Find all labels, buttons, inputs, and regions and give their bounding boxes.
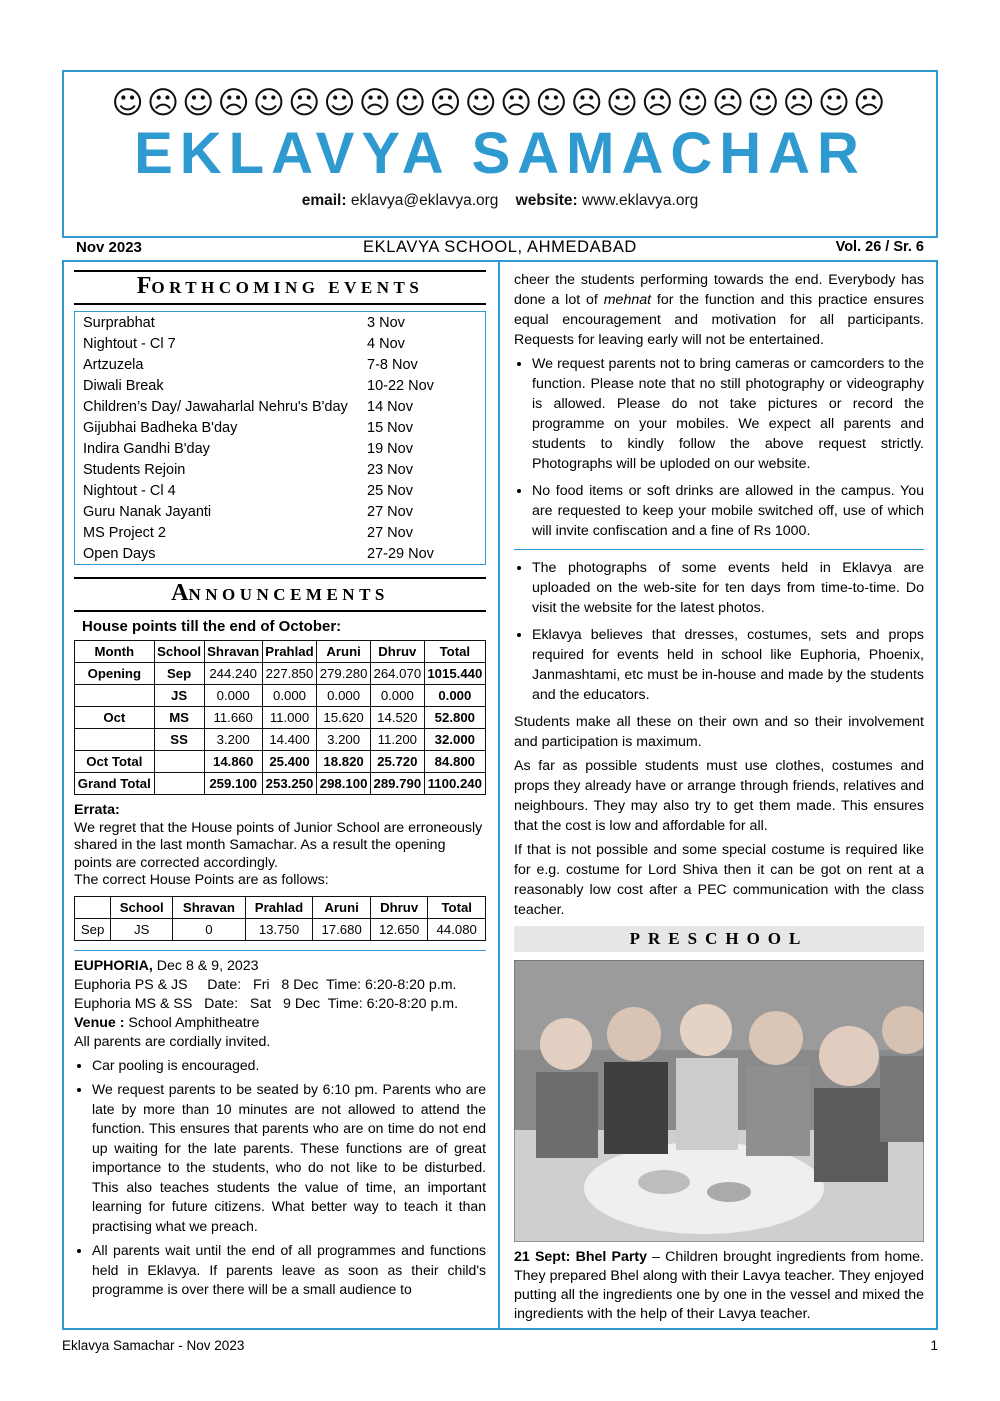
event-name: Artzuzela [83,356,144,373]
cell-school: JS [154,685,204,707]
column-header: Prahlad [262,641,316,663]
right-bullet-list-1 [514,354,924,541]
table-row [75,773,486,795]
list-item: • No food items or soft drinks are allowed in the campus. You are requested to keep your mobile switched off, use of which will invite confiscation and a fine of Rs 1000. [532,481,924,541]
cell-school [154,773,204,795]
column-header [75,896,111,918]
euphoria-title: EUPHORIA, [74,957,153,974]
euphoria-bullet-list [74,1056,486,1300]
event-date: 4 Nov [367,335,405,352]
cell-aruni: 15.620 [317,707,371,729]
event-name: Nightout - Cl 7 [83,335,176,352]
cell-prahlad: 25.400 [262,751,316,773]
cell-dhruv: 14.520 [370,707,424,729]
column-header: Shravan [173,896,245,918]
column-header: Month [75,641,155,663]
euphoria-l2-day: Sat [249,995,272,1012]
table-row [75,354,486,375]
event-date: 27-29 Nov [367,545,434,562]
event-date: 7-8 Nov [367,356,418,373]
column-header: School [154,641,204,663]
issue-date: Nov 2023 [76,238,142,256]
left-column [62,262,500,1330]
cell-total: 84.800 [424,751,485,773]
right-column [500,262,938,1330]
preschool-photo-graphic [514,960,924,1242]
cell-shravan: 259.100 [204,773,262,795]
email-label: email: [301,192,347,209]
cell-total: 32.000 [424,729,485,751]
event-name: Surprabhat [83,314,155,331]
cell-total: 52.800 [424,707,485,729]
website-value: www.eklavya.org [581,192,699,209]
table-row [75,751,486,773]
table-row [75,543,486,565]
list-item: • We request parents not to bring cameras or camcorders to the function. Please note that no still photography or videography is allowed. Please do not take pictures or record the programme on your mobiles. We expect all parents and students to kindly follow the above request strictly. Photographs will be uploded on our website. [532,354,924,474]
column-header: Total [424,641,485,663]
column-header: Prahlad [245,896,313,918]
caption-text: – Children brought ingredients from home. They prepared Bhel along with their Lavya teacher. They enjoyed putting all the ingredients one by one in the vessel and mixed the ingredients with the help of their Lavya teacher. [514,1249,924,1322]
paragraph: Students make all these on their own and so their involvement and participation is maximum. [514,714,924,750]
cell-total: 1100.240 [424,773,485,795]
venue-label: Venue : [74,1014,125,1031]
column-header: Dhruv [370,641,424,663]
euphoria-l2-time: Time: 6:20-8:20 p.m. [327,995,459,1012]
issue-bar [62,234,938,262]
paragraph: If that is not possible and some special costume is required like for e.g. costume for Lord Shiva then it can be got on rent at a reasonably low cost after a PEC communication with the class teacher. [514,842,924,918]
euphoria-title-date: Dec 8 & 9, 2023 [152,957,259,974]
cell-aruni: 298.100 [317,773,371,795]
cell-prahlad: 0.000 [262,685,316,707]
continuation-paragraph [514,270,924,350]
event-date: 15 Nov [367,419,413,436]
paragraph: As far as possible students must use clothes, costumes and props they already have or arrange through friends, relatives and neighbours. They may also try to get them made. This ensures that the cost is low and affordable for all. [514,758,924,834]
continuation-text-b: for the function and this practice ensures equal encouragement and motivation for all participants. Requests for leaving early will not be entertained. [514,292,924,348]
cell-month: Grand Total [75,773,155,795]
preschool-photo [514,960,924,1242]
column-header: Shravan [204,641,262,663]
event-date: 27 Nov [367,524,413,541]
event-date: 19 Nov [367,440,413,457]
cell-shravan: 11.660 [204,707,262,729]
event-date: 3 Nov [367,314,405,331]
corrected-house-points-table [74,896,486,941]
cell-prahlad: 13.750 [245,918,313,940]
cell-shravan: 244.240 [204,663,262,685]
table-row [75,375,486,396]
venue-value: School Amphitheatre [124,1014,260,1031]
euphoria-l1-date: 8 Dec [281,976,319,993]
list-item: • Eklavya believes that dresses, costumes, sets and props required for events held in school like Euphoria, Phoenix, Janmashtami, etc must be in-house and made by the students and the educators. [532,625,924,705]
cell-shravan: 14.860 [204,751,262,773]
column-header: School [111,896,173,918]
announcements-heading-text: NNOUNCEMENTS [188,585,389,604]
caption-bold: 21 Sept: Bhel Party [514,1249,647,1265]
table-row [75,663,486,685]
website-label: website: [515,192,578,209]
announcements-heading-dropcap: A [171,580,189,606]
table-row [75,438,486,459]
event-date: 27 Nov [367,503,413,520]
event-name: Children’s Day/ Jawaharlal Nehru's B'day [83,398,348,415]
cell-month: Oct [75,707,155,729]
divider-1 [514,549,924,550]
cell-school: Sep [154,663,204,685]
photo-caption [514,1248,924,1324]
cell-aruni: 279.280 [317,663,371,685]
event-name: Guru Nanak Jayanti [83,503,212,520]
cell-total: 1015.440 [424,663,485,685]
cell-dhruv: 25.720 [370,751,424,773]
event-date: 10-22 Nov [367,377,434,394]
event-name: Open Days [83,545,156,562]
continuation-text-a: cheer the students performing towards the end. Everybody has done a lot of [514,272,924,308]
column-header: Dhruv [370,896,428,918]
cell-prahlad: 11.000 [262,707,316,729]
event-date: 14 Nov [367,398,413,415]
cell-school: SS [154,729,204,751]
euphoria-line-1 [74,976,486,995]
cell-month [75,729,155,751]
cell-month [75,685,155,707]
cell-month: Sep [75,918,111,940]
column-header: Aruni [313,896,371,918]
page-title: EKLAVYA SAMACHAR [134,121,866,186]
event-name: Indira Gandhi B'day [83,440,210,457]
table-row [75,396,486,417]
house-points-title: House points till the end of October: [82,618,342,635]
errata-text: We regret that the House points of Junior School are erroneously shared in the last month Samachar. As a result the opening points are corrected accordingly. [74,819,483,871]
issue-volume: Vol. 26 / Sr. 6 [835,239,924,255]
event-name: Diwali Break [83,377,164,394]
errata-block [74,802,486,890]
cell-aruni: 0.000 [317,685,371,707]
event-name: Students Rejoin [83,461,186,478]
cell-dhruv: 11.200 [370,729,424,751]
errata-title: Errata: [74,802,120,818]
table-row [75,501,486,522]
cell-total: 44.080 [428,918,486,940]
forthcoming-heading-text: ORTHCOMING EVENTS [151,278,424,297]
announcements-heading [74,577,486,612]
school-name: EKLAVYA SCHOOL, AHMEDABAD [363,237,637,256]
cell-aruni: 3.200 [317,729,371,751]
event-date: 23 Nov [367,461,413,478]
euphoria-l2-date-label: Date: [204,995,239,1012]
cell-shravan: 0 [173,918,245,940]
cell-aruni: 17.680 [313,918,371,940]
table-row [75,417,486,438]
euphoria-line-2 [74,995,486,1014]
email-value: eklavya@eklavya.org [350,192,499,209]
euphoria-block [74,950,486,1300]
forthcoming-events-table [74,311,486,565]
cell-school: MS [154,707,204,729]
cell-dhruv: 264.070 [370,663,424,685]
event-name: MS Project 2 [83,524,166,541]
list-item: • All parents wait until the end of all programmes and functions held in Eklavya. If parents leave as soon as their child's programme is over there will be a small audience to [92,1241,486,1300]
cell-dhruv: 0.000 [370,685,424,707]
euphoria-l1-day: Fri [253,976,270,993]
footer-page-number: 1 [930,1338,938,1353]
right-paragraphs [514,712,924,920]
euphoria-l1-date-label: Date: [207,976,242,993]
cell-school [154,751,204,773]
forthcoming-heading-dropcap: F [136,273,152,299]
right-bullet-list-2 [514,558,924,705]
table-row [75,685,486,707]
event-name: Gijubhai Badheka B'day [83,419,238,436]
cell-shravan: 3.200 [204,729,262,751]
house-points-table [74,640,486,795]
contact-line [64,192,936,210]
continuation-italic-word: mehnat [603,292,652,308]
cell-dhruv: 289.790 [370,773,424,795]
table-row [75,918,486,940]
cell-aruni: 18.820 [317,751,371,773]
table-row [75,707,486,729]
euphoria-l1-group: Euphoria PS & JS [74,976,188,993]
table-row [75,480,486,501]
cell-school: JS [111,918,173,940]
cell-prahlad: 253.250 [262,773,316,795]
euphoria-l2-group: Euphoria MS & SS [74,995,193,1012]
table-row [75,459,486,480]
list-item: • The photographs of some events held in Eklavya are uploaded on the web-site for ten days from time-to-time. Do visit the website for the latest photos. [532,558,924,618]
cell-total: 0.000 [424,685,485,707]
table-row [75,522,486,543]
dancing-figures-icon: ☺☹☺☹☺☹☺☹☺☹☺☹☺☹☺☹☺☹☺☹☺☹ [111,85,889,121]
footer [62,1338,938,1353]
euphoria-l1-time: Time: 6:20-8:20 p.m. [326,976,457,993]
masthead [62,70,938,238]
forthcoming-events-heading [74,270,486,305]
list-item: • Car pooling is encouraged. [92,1056,486,1076]
cell-dhruv: 12.650 [370,918,428,940]
list-item: • We request parents to be seated by 6:10 pm. Parents who are late by more than 10 minutes are not allowed to attend the function. This ensures that parents who are on time do not end up waiting for the late parents. These functions are of great importance to the students, who do not like to be disturbed. This also teaches students the value of time, an important learning for future citizens. What better way to teach it than practising what we preach. [92,1080,486,1236]
cell-month: Oct Total [75,751,155,773]
errata-text2: The correct House Points are as follows: [74,872,329,888]
table-row [75,312,486,334]
event-date: 25 Nov [367,482,413,499]
cell-shravan: 0.000 [204,685,262,707]
event-name: Nightout - Cl 4 [83,482,176,499]
cell-month: Opening [75,663,155,685]
euphoria-l2-date: 9 Dec [283,995,321,1012]
cell-prahlad: 14.400 [262,729,316,751]
cell-prahlad: 227.850 [262,663,316,685]
table-row [75,333,486,354]
column-header: Aruni [317,641,371,663]
table-row [75,729,486,751]
footer-left: Eklavya Samachar - Nov 2023 [62,1338,245,1353]
preschool-heading: PRESCHOOL [514,926,924,952]
euphoria-invite: All parents are cordially invited. [74,1033,271,1050]
column-header: Total [428,896,486,918]
euphoria-venue-line [74,1014,486,1033]
